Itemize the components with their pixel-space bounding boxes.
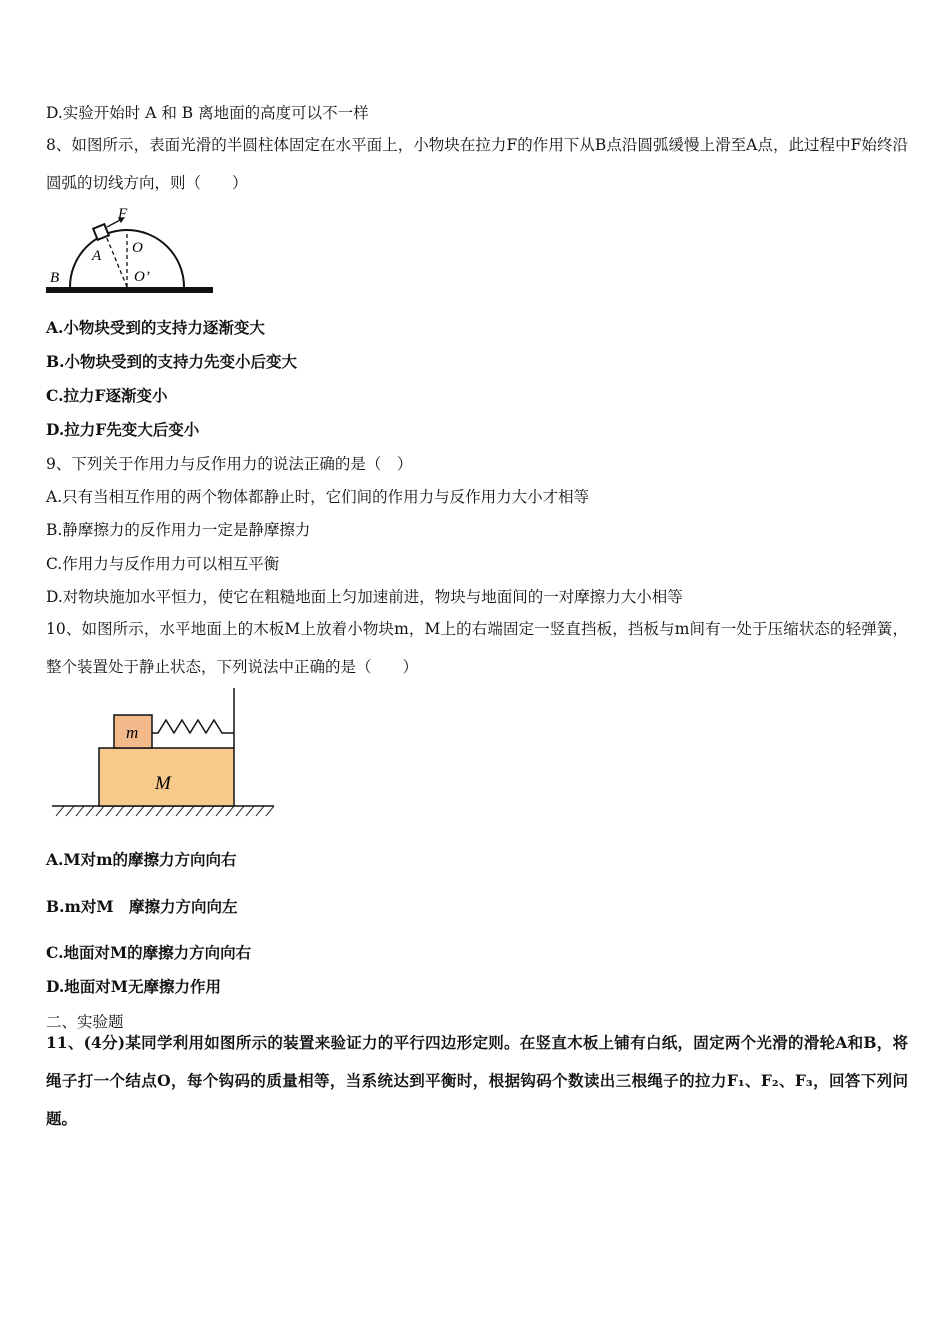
q10-option-a: A.M对m的摩擦力方向向右 [46,850,237,869]
q9-option-c: C.作用力与反作用力可以相互平衡 [46,555,280,573]
q8-stem: 8、如图所示，表面光滑的半圆柱体固定在水平面上，小物块在拉力F的作用下从B点沿圆弧缓慢上滑至A点，此过程中F始终沿圆弧的切线方向，则（ ） [46,136,908,192]
q7-option-d: D.实验开始时 A 和 B 离地面的高度可以不一样 [46,104,369,122]
q9-option-d: D.对物块施加水平恒力，使它在粗糙地面上匀加速前进，物块与地面间的一对摩擦力大小相等 [46,588,683,606]
q8-label-A: A [92,248,102,264]
section-title: 二、实验题 [46,1013,124,1031]
q8-label-O: O [132,240,143,256]
q10-option-c: C.地面对M的摩擦力方向向右 [46,943,252,962]
q8-label-B: B [50,270,60,286]
q10-label-m: m [126,723,139,742]
q8-option-b: B.小物块受到的支持力先变小后变大 [46,352,297,371]
q8-label-O2: O’ [134,269,150,285]
q8-option-a: A.小物块受到的支持力逐渐变大 [46,318,265,337]
q9-option-b: B.静摩擦力的反作用力一定是静摩擦力 [46,521,311,539]
q9-stem: 9、下列关于作用力与反作用力的说法正确的是（ ） [46,455,413,473]
q8-option-c: C.拉力F逐渐变小 [46,386,168,405]
q10-spring [152,720,234,733]
q11-stem: 11、(4分)某同学利用如图所示的装置来验证力的平行四边形定则。在竖直木板上铺有白纸，固定两个光滑的滑轮A和B，将绳子打一个结点O，每个钩码的质量相等，当系统达到平衡时，根据钩码个数读出三根绳子的拉力F₁、F₂、F₃，回答下列问题。 [46,1033,908,1128]
q8-option-d: D.拉力F先变大后变小 [46,420,200,439]
q10-label-M: M [155,773,171,794]
q10-stem: 10、如图所示，水平地面上的木板M上放着小物块m，M上的右端固定一竖直挡板，挡板与m间有一处于压缩状态的轻弹簧，整个装置处于静止状态，下列说法中正确的是（ ） [46,620,908,676]
q10-option-d: D.地面对M无摩擦力作用 [46,977,221,996]
q9-option-a: A.只有当相互作用的两个物体都静止时，它们间的作用力与反作用力大小才相等 [46,488,590,506]
q8-block [93,224,109,240]
q10-option-b: B.m对M 摩擦力方向向左 [46,897,238,916]
q10-block-spring-figure [48,688,280,824]
q8-ground [46,287,213,293]
q8-label-F: F [118,206,128,222]
q8-semicylinder-figure [44,204,216,300]
